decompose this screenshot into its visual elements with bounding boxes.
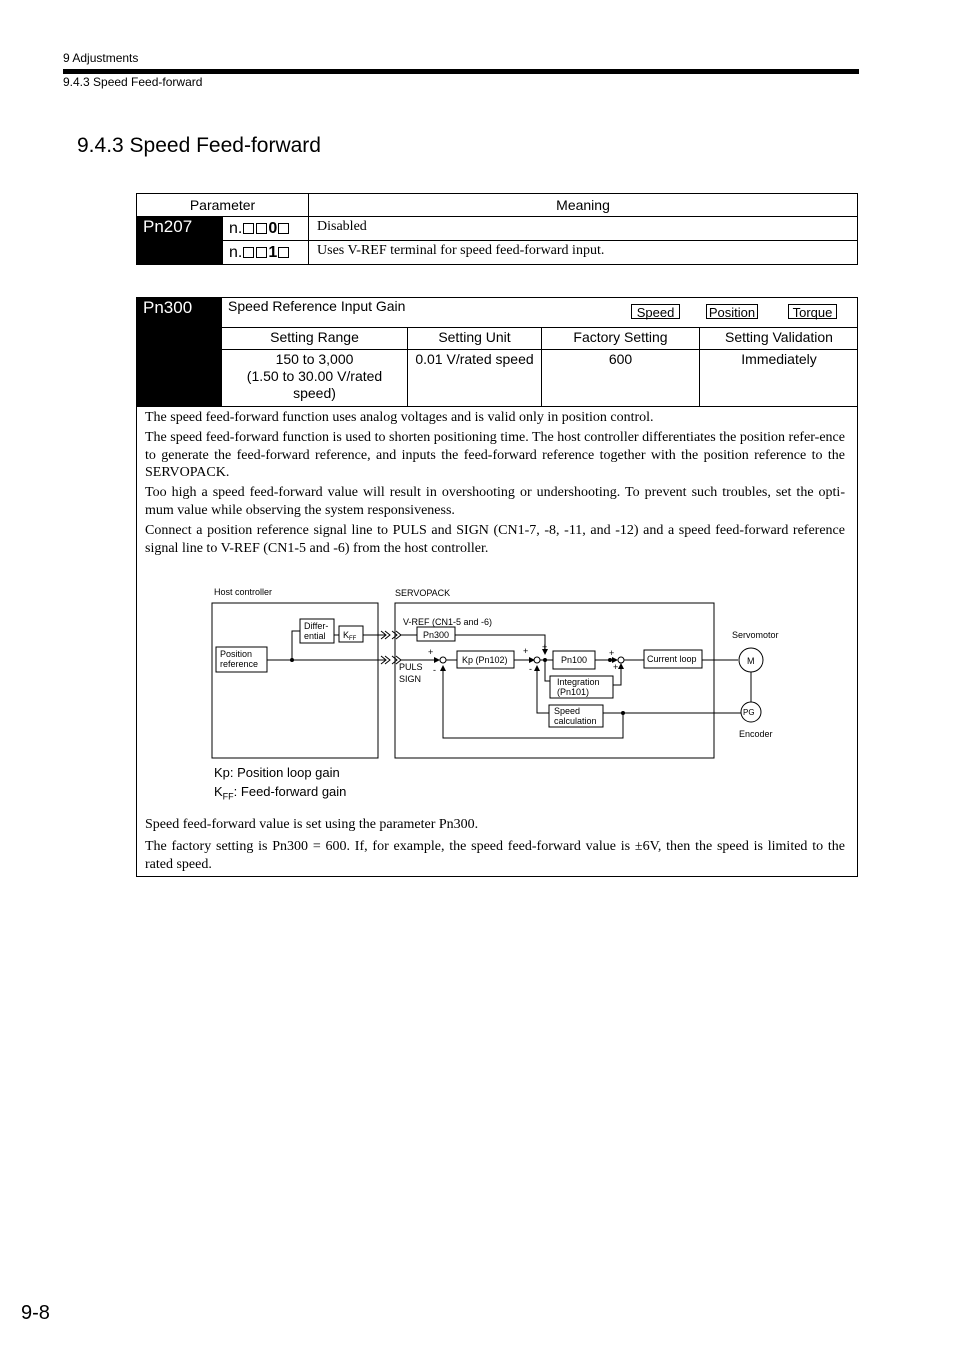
digit-placeholder-icon bbox=[243, 247, 254, 258]
page-number: 9-8 bbox=[21, 1302, 50, 1324]
parameter-name: Speed Reference Input Gain bbox=[228, 298, 406, 314]
col-header-factory: Factory Setting bbox=[573, 329, 668, 345]
digit-placeholder-icon bbox=[278, 247, 289, 258]
signal-line bbox=[292, 631, 300, 660]
svg-text:+: + bbox=[613, 662, 619, 672]
svg-text:+: + bbox=[523, 646, 529, 656]
svg-text:reference: reference bbox=[220, 659, 259, 669]
paragraph: The factory setting is Pn300 = 600. If, for example, the speed feed-forward value is ±6V, then the speed is limited to the rated speed. bbox=[145, 839, 845, 872]
pn207-table bbox=[136, 193, 858, 265]
mode-tag-position: Position bbox=[706, 304, 758, 319]
pn300-label: Pn300 bbox=[143, 298, 193, 317]
svg-text:-: - bbox=[433, 665, 436, 675]
col-header-validation: Setting Validation bbox=[725, 329, 833, 345]
grid-line bbox=[222, 349, 858, 350]
svg-text:+: + bbox=[542, 642, 548, 652]
page-title: 9.4.3 Speed Feed-forward bbox=[77, 134, 321, 157]
chapter-header: 9 Adjustments bbox=[63, 51, 139, 65]
digit-placeholder-icon bbox=[256, 223, 267, 234]
paragraph: Speed feed-forward value is set using the parameter Pn300. bbox=[145, 817, 479, 832]
connector-icon bbox=[381, 631, 401, 664]
header-rule bbox=[63, 69, 859, 74]
summing-junction bbox=[618, 657, 624, 663]
puls-label: PULS bbox=[399, 662, 423, 672]
setting-validation-value: Immediately bbox=[741, 351, 817, 367]
setting-code: n. 0 bbox=[223, 217, 309, 241]
sign-label: SIGN bbox=[399, 674, 422, 684]
setting-unit-value: 0.01 V/rated speed bbox=[415, 351, 534, 367]
meaning-header: Meaning bbox=[309, 194, 858, 217]
paragraph: Connect a position reference signal line to PULS and SIGN (CN1-7, -8, -11, and -12) and a speed feed-forward reference signal line to V-REF (CN1-5 and -6) from the host controller. bbox=[145, 523, 845, 556]
parameter-header: Parameter bbox=[137, 194, 309, 217]
digit-placeholder-icon bbox=[243, 223, 254, 234]
digit-placeholder-icon bbox=[278, 223, 289, 234]
summing-junction bbox=[534, 657, 540, 663]
svg-text:-: - bbox=[529, 664, 532, 674]
setting-code: n. 1 bbox=[223, 241, 309, 265]
svg-text:Pn100: Pn100 bbox=[561, 655, 588, 665]
svg-text:Position: Position bbox=[220, 649, 253, 659]
feed-forward-block-diagram bbox=[205, 580, 795, 770]
setting-range-value: 150 to 3,000 (1.50 to 30.00 V/rated speed) bbox=[246, 351, 383, 401]
svg-text:+: + bbox=[428, 647, 434, 657]
signal-line bbox=[537, 666, 549, 713]
col-header-unit: Setting Unit bbox=[438, 329, 511, 345]
setting-meaning: Disabled bbox=[309, 217, 858, 241]
svg-text:KFF: $K_{FF}$ bbox=[343, 630, 357, 642]
servopack-label: SERVOPACK bbox=[395, 588, 451, 598]
svg-text:calculation: calculation bbox=[554, 716, 597, 726]
legend-kff: $K_{FF}$: Feed-forward gain bbox=[214, 784, 347, 802]
col-header-range: Setting Range bbox=[270, 329, 359, 345]
host-controller-label: Host controller bbox=[214, 587, 273, 597]
section-header: 9.4.3 Speed Feed-forward bbox=[63, 75, 203, 89]
paragraph: The speed feed-forward function is used to shorten positioning time. The host controller differentiates the position refer-ence to generate the feed-forward reference, and inputs the feed-forward reference together with the position reference to the SERVOPACK. bbox=[145, 430, 845, 480]
paragraph: Too high a speed feed-forward value will result in overshooting or undershooting. To prevent such troubles, set the opti-mum value while observing the system responsiveness. bbox=[145, 485, 845, 518]
svg-text:+: + bbox=[609, 648, 615, 658]
svg-text:Speed: Speed bbox=[554, 706, 581, 716]
svg-text:Pn300: Pn300 bbox=[423, 630, 450, 640]
grid-line bbox=[137, 406, 858, 407]
signal-line bbox=[545, 660, 550, 681]
mode-tag-speed: Speed bbox=[631, 304, 680, 319]
digit-placeholder-icon bbox=[256, 247, 267, 258]
svg-text:ential: ential bbox=[304, 631, 326, 641]
mode-tag-torque: Torque bbox=[788, 304, 837, 319]
svg-text:Current loop: Current loop bbox=[647, 654, 697, 664]
svg-text:Kp (Pn102): Kp (Pn102) bbox=[462, 655, 508, 665]
svg-text:Differ-: Differ- bbox=[304, 621, 329, 631]
svg-text:Integration: Integration bbox=[557, 677, 600, 687]
encoder-label: Encoder bbox=[739, 729, 773, 739]
vref-label: V-REF (CN1-5 and -6) bbox=[403, 617, 493, 627]
svg-text:PG: PG bbox=[743, 708, 755, 717]
paragraph: The speed feed-forward function uses analog voltages and is valid only in position control. bbox=[145, 410, 654, 425]
servomotor-label: Servomotor bbox=[732, 630, 779, 640]
setting-meaning: Uses V-REF terminal for speed feed-forward input. bbox=[309, 241, 858, 265]
grid-line bbox=[222, 327, 858, 328]
summing-junction bbox=[440, 657, 446, 663]
pn207-label: Pn207 bbox=[137, 217, 223, 265]
svg-text:(Pn101): (Pn101) bbox=[557, 687, 590, 697]
svg-text:M: M bbox=[747, 656, 755, 666]
factory-setting-value: 600 bbox=[608, 351, 633, 367]
legend-kp: Kp: Position loop gain bbox=[214, 765, 340, 780]
